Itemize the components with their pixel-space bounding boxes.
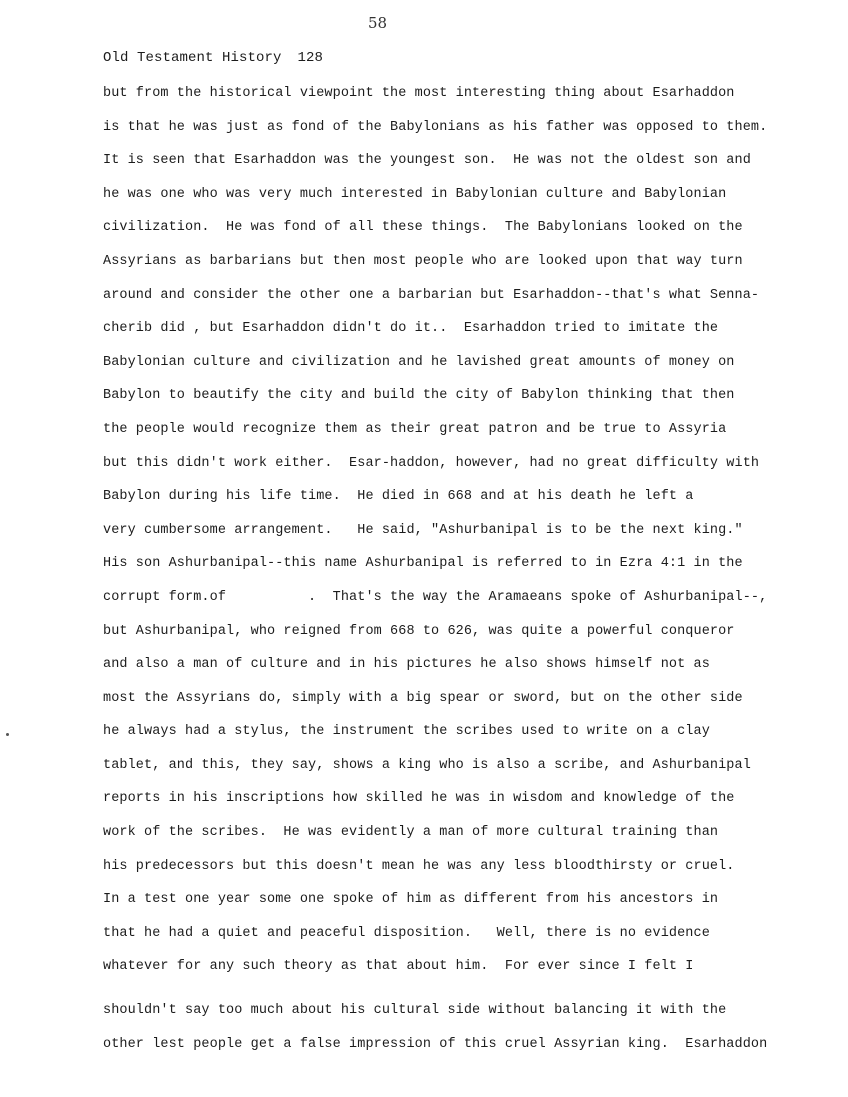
text-line: his predecessors but this doesn't mean he was any less bloodthirsty or cruel. <box>103 858 735 874</box>
text-line: civilization. He was fond of all these things. The Babylonians looked on the <box>103 220 743 236</box>
typed-body-text <box>103 84 803 1068</box>
text-line: is that he was just as fond of the Babylonians as his father was opposed to them. <box>103 119 768 135</box>
text-line: shouldn't say too much about his cultural side without balancing it with the <box>103 1003 727 1019</box>
text-line: that he had a quiet and peaceful disposition. Well, there is no evidence <box>103 925 710 941</box>
text-line: His son Ashurbanipal--this name Ashurbanipal is referred to in Ezra 4:1 in the <box>103 556 743 572</box>
text-line: work of the scribes. He was evidently a man of more cultural training than <box>103 825 719 841</box>
text-line: he always had a stylus, the instrument the scribes used to write on a clay <box>103 724 710 740</box>
text-line: but Ashurbanipal, who reigned from 668 to 626, was quite a powerful conqueror <box>103 623 735 639</box>
text-line: the people would recognize them as their great patron and be true to Assyria <box>103 421 727 437</box>
text-line: most the Assyrians do, simply with a big spear or sword, but on the other side <box>103 690 743 706</box>
header-title: Old Testament History <box>103 50 282 66</box>
text-line: corrupt form.of . That's the way the Aramaeans spoke of Ashurbanipal--, <box>103 589 768 605</box>
running-header <box>103 50 323 66</box>
text-line: but this didn't work either. Esar-haddon, however, had no great difficulty with <box>103 455 760 471</box>
text-line: but from the historical viewpoint the most interesting thing about Esarhaddon <box>103 86 735 101</box>
text-line: Babylonian culture and civilization and he lavished great amounts of money on <box>103 354 735 370</box>
text-line: cherib did , but Esarhaddon didn't do it.. Esarhaddon tried to imitate the <box>103 321 719 337</box>
text-line: reports in his inscriptions how skilled he was in wisdom and knowledge of the <box>103 791 735 807</box>
text-line: very cumbersome arrangement. He said, "Ashurbanipal is to be the next king." <box>103 522 743 538</box>
text-line: In a test one year some one spoke of him as different from his ancestors in <box>103 892 719 908</box>
text-line: tablet, and this, they say, shows a king who is also a scribe, and Ashurbanipal <box>103 757 751 773</box>
text-line: Babylon during his life time. He died in 668 and at his death he left a <box>103 489 694 505</box>
text-line: Assyrians as barbarians but then most people who are looked upon that way turn <box>103 253 743 269</box>
header-page-ref: 128 <box>297 50 324 66</box>
margin-dot <box>6 733 9 736</box>
text-line: It is seen that Esarhaddon was the youngest son. He was not the oldest son and <box>103 153 751 169</box>
text-line: other lest people get a false impression of this cruel Assyrian king. Esarhaddon <box>103 1036 768 1052</box>
text-line: he was one who was very much interested in Babylonian culture and Babylonian <box>103 186 727 202</box>
text-line: around and consider the other one a barbarian but Esarhaddon--that's what Senna- <box>103 287 760 303</box>
page-number: 58 <box>368 14 388 32</box>
text-line: Babylon to beautify the city and build the city of Babylon thinking that then <box>103 388 735 404</box>
text-line: whatever for any such theory as that about him. For ever since I felt I <box>103 959 694 975</box>
text-line: and also a man of culture and in his pictures he also shows himself not as <box>103 657 710 673</box>
